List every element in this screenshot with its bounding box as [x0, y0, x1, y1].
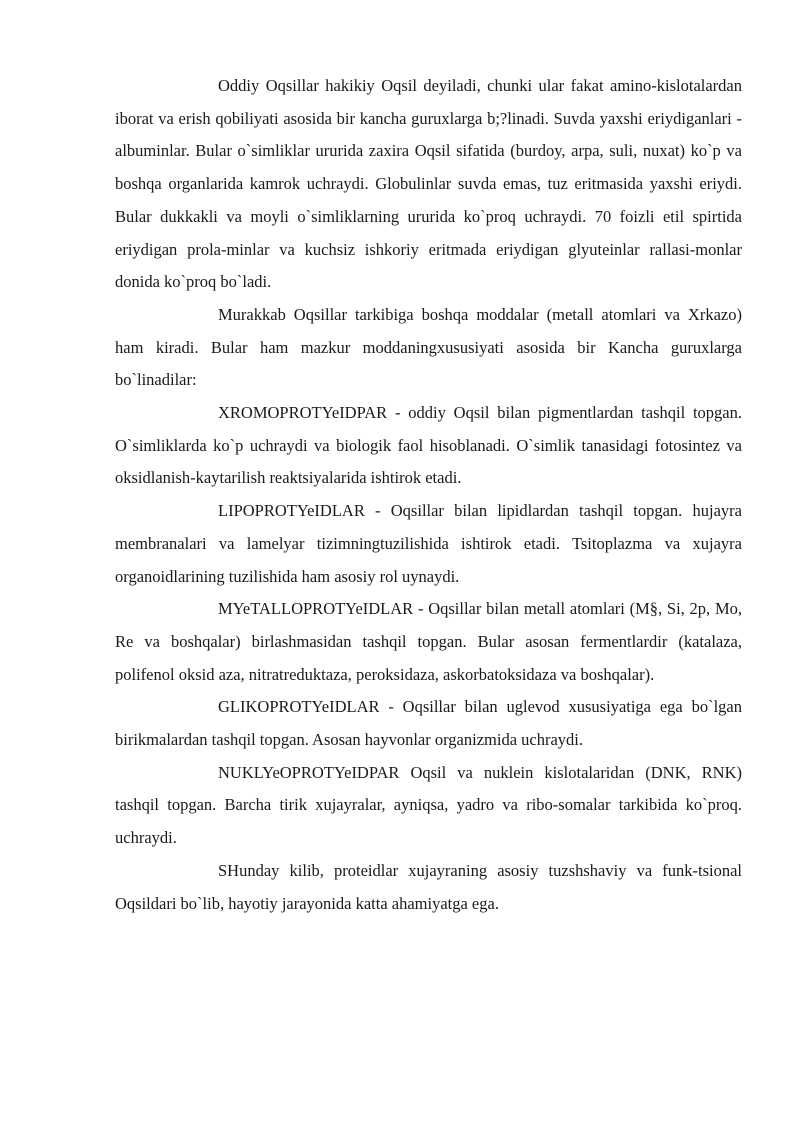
paragraph-chromoproteids: XROMOPROTYeIDPAR - oddiy Oqsil bilan pigmentlardan tashqil topgan. O`simliklarda ko`p uchraydi va biologik faol hisoblanadi. O`simlik tanasidagi fotosintez va oksidlanish-kaytarilish reaktsiyalarida ishtirok etadi.	[115, 403, 742, 488]
paragraph-conclusion: SHunday kilib, proteidlar xujayraning asosiy tuzshshaviy va funk-tsional Oqsildari bo`lib, hayotiy jarayonida katta ahamiyatga ega.	[115, 860, 742, 913]
paragraph-nucleoproteids: NUKLYeOPROTYeIDPAR Oqsil va nuklein kislotalaridan (DNK, RNK) tashqil topgan. Barcha tirik xujayralar, ayniqsa, yadro va ribo-somalar tarkibida ko`proq. uchraydi.	[115, 762, 742, 848]
paragraph-simple-proteins: Oddiy Oqsillar hakikiy Oqsil deyiladi, chunki ular fakat amino-kislotalardan iborat va erish qobiliyati asosida bir kancha guruxlarga b;?linadi. Suvda yaxshi eriydiganlari - albuminlar. Bular o`simliklar ururida zaxira Oqsil sifatida (burdoy, arpa, suli, nuxat) ko`p va boshqa organlarida kamrok uchraydi. Globulinlar suvda emas, tuz eritmasida yaxshi eriydi. Bular dukkakli va moyli o`simliklarning ururida ko`proq uchraydi. 70 foizli etil spirtida eriydigan prola-minlar va kuchsiz ishkoriy eritmada eriydigan glyuteinlar rallasi-monlar donida ko`proq bo`ladi.	[115, 76, 742, 292]
paragraph-lipoproteids: LIPOPROTYeIDLAR - Oqsillar bilan lipidlardan tashqil topgan. hujayra membranalari va lamelyar tizimningtuzilishida ishtirok etadi. Tsitoplazma va xujayra organoidlarining tuzilishida ham asosiy rol uynaydi.	[115, 501, 742, 586]
body-text	[115, 70, 742, 920]
paragraph-metalloproteids: MYeTALLOPROTYeIDLAR - Oqsillar bilan metall atomlari (M§, Si, 2p, Mo, Re va boshqalar) birlashmasidan tashqil topgan. Bular asosan fermentlardir (katalaza, polifenol oksid aza, nitratreduktaza, peroksidaza, askorbatoksidaza va boshqalar).	[115, 599, 742, 684]
paragraph-glycoproteids: GLIKOPROTYeIDLAR - Oqsillar bilan uglevod xususiyatiga ega bo`lgan birikmalardan tashqil topgan. Asosan hayvonlar organizmida uchraydi.	[115, 697, 742, 750]
paragraph-complex-proteins: Murakkab Oqsillar tarkibiga boshqa moddalar (metall atomlari va Xrkazo) ham kiradi. Bular ham mazkur moddaningxususiyati asosida bir Kancha guruxlarga bo`linadilar:	[115, 304, 742, 390]
